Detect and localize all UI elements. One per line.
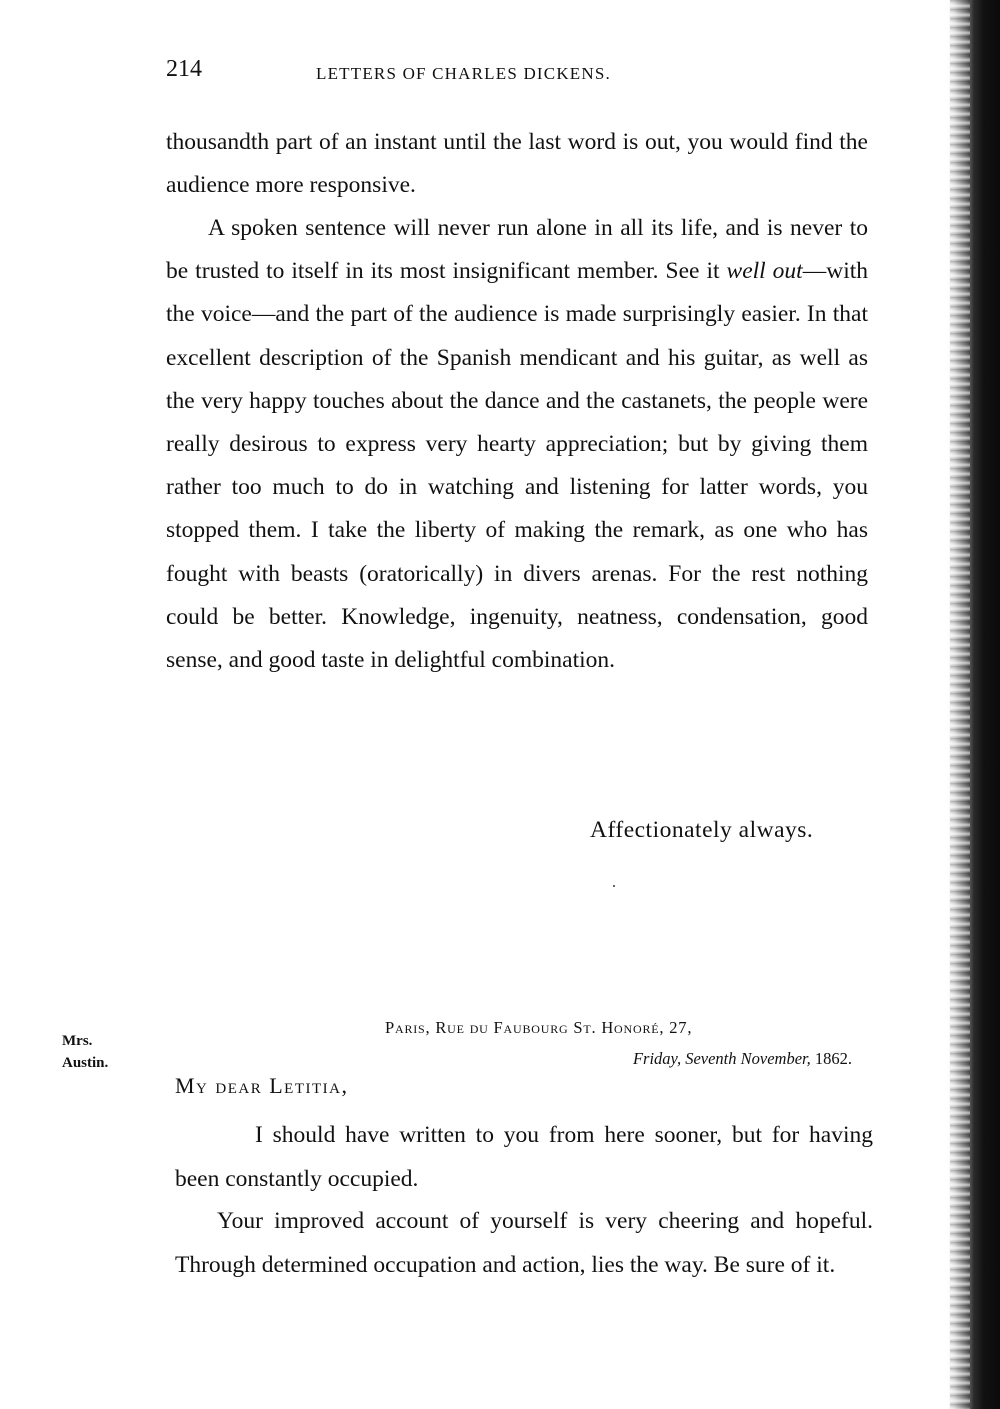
print-speck bbox=[613, 885, 615, 887]
letter-date-year: 1862. bbox=[814, 1049, 852, 1068]
page-edge-shadow bbox=[922, 0, 1000, 1409]
running-head: LETTERS OF CHARLES DICKENS. bbox=[316, 64, 611, 83]
paragraph-text-start: A spoken sentence will never run alone in all its life, and is never to be trusted to itself in its most insignificant member. See it bbox=[166, 215, 868, 285]
letter-date-text: Friday, Seventh November, bbox=[632, 1049, 811, 1068]
paragraph-spoken-sentence bbox=[166, 207, 868, 682]
page-header bbox=[166, 56, 866, 96]
letter-date bbox=[633, 1049, 852, 1069]
paragraph-encouragement: Your improved account of yourself is very cheering and hopeful. Through determined occupation and action, lies the way. Be sure of it. bbox=[175, 1208, 873, 1278]
margin-note-line: Mrs. bbox=[62, 1033, 93, 1049]
paragraph-apology: I should have written to you from here sooner, but for having been constantly occupied. bbox=[175, 1122, 873, 1192]
paragraph-text-end: —with the voice—and the part of the audience is made surprisingly easier. In that excellent description of the Spanish mendicant and his guitar, as well as the very happy touches about the dance and the castanets, the people were really desirous to express very hearty appreciation; but by giving them rather too much to do in watching and listening for latter words, you stopped them. I take the liberty of making the remark, as one who has fought with beasts (oratorically) in divers arenas. For the rest nothing could be better. Knowledge, ingenuity, neatness, condensation, good sense, and good taste in delightful combination. bbox=[166, 258, 868, 674]
page-number: 214 bbox=[166, 56, 202, 82]
margin-note-line: Austin. bbox=[62, 1055, 109, 1071]
margin-note-recipient bbox=[62, 1030, 108, 1074]
paragraph-continuation: thousandth part of an instant until the last word is out, you would find the audience more responsive. bbox=[166, 129, 868, 199]
letter-salutation: My dear Letitia, bbox=[175, 1073, 349, 1098]
emphasis-well-out: well out bbox=[726, 258, 803, 285]
letter-address: Paris, Rue du Faubourg St. Honoré, 27, bbox=[385, 1018, 693, 1037]
letter-closing: Affectionately always. bbox=[590, 817, 814, 843]
